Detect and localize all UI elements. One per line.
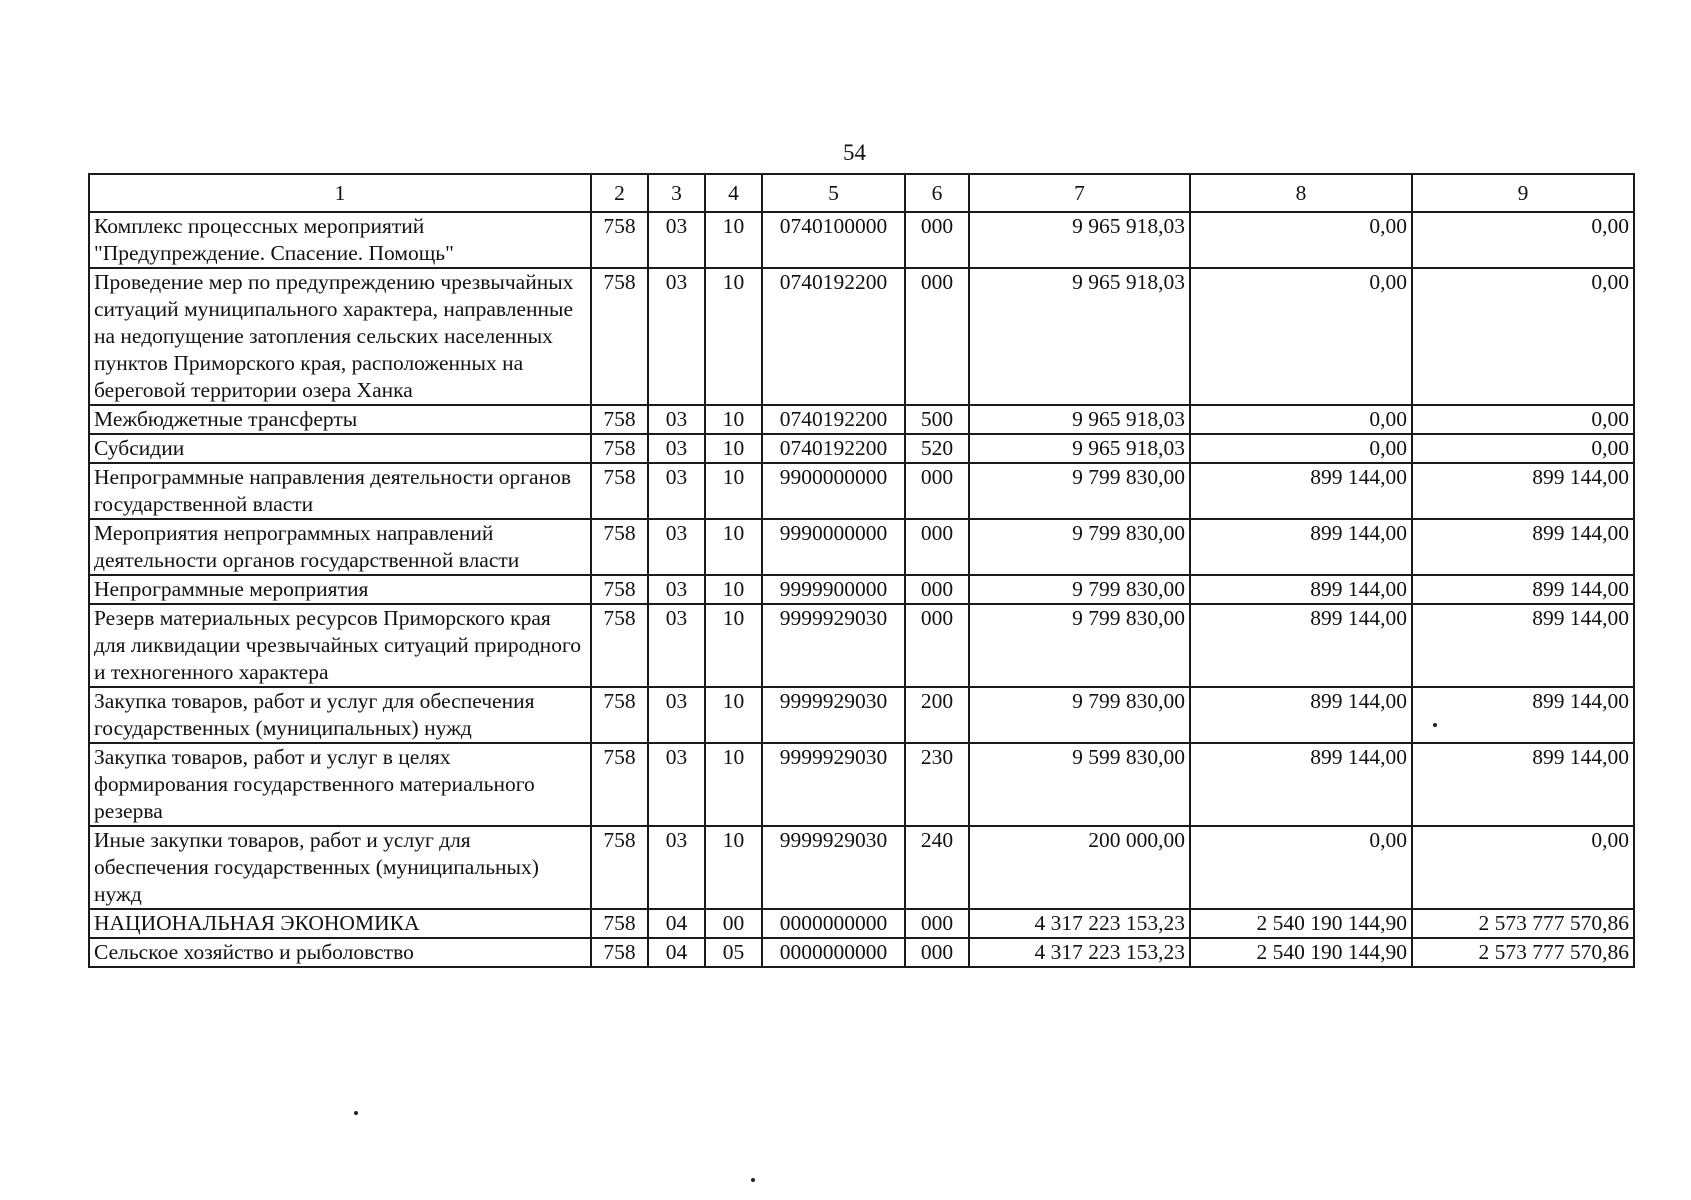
amount-col-7: 9 965 918,03 [969, 212, 1190, 268]
amount-col-8: 899 144,00 [1190, 743, 1412, 826]
code-col-5: 0740192200 [762, 268, 905, 405]
code-col-2: 758 [591, 687, 648, 743]
amount-col-9: 899 144,00 [1412, 575, 1634, 604]
amount-col-7: 9 965 918,03 [969, 268, 1190, 405]
code-col-4: 10 [705, 434, 762, 463]
code-col-6: 000 [905, 519, 969, 575]
table-row [89, 463, 1634, 519]
code-col-2: 758 [591, 268, 648, 405]
amount-col-8: 0,00 [1190, 405, 1412, 434]
table-row [89, 743, 1634, 826]
page-number: 54 [843, 140, 866, 165]
header-row [89, 174, 1634, 212]
header-col-6: 6 [905, 174, 969, 212]
amount-col-9: 899 144,00 [1412, 519, 1634, 575]
amount-col-8: 0,00 [1190, 268, 1412, 405]
amount-col-9: 0,00 [1412, 826, 1634, 909]
amount-col-8: 899 144,00 [1190, 519, 1412, 575]
code-col-3: 03 [648, 575, 705, 604]
amount-col-7: 9 799 830,00 [969, 575, 1190, 604]
row-name: Мероприятия непрограммных направлений деятельности органов государственной власти [89, 519, 591, 575]
code-col-5: 9900000000 [762, 463, 905, 519]
row-name: Непрограммные мероприятия [89, 575, 591, 604]
code-col-3: 03 [648, 212, 705, 268]
amount-col-7: 4 317 223 153,23 [969, 938, 1190, 967]
code-col-4: 10 [705, 212, 762, 268]
code-col-5: 9990000000 [762, 519, 905, 575]
amount-col-9: 899 144,00 [1412, 604, 1634, 687]
header-col-7: 7 [969, 174, 1190, 212]
code-col-3: 03 [648, 519, 705, 575]
amount-col-7: 9 799 830,00 [969, 463, 1190, 519]
header-col-2: 2 [591, 174, 648, 212]
row-name: Резерв материальных ресурсов Приморского края для ликвидации чрезвычайных ситуаций природного и техногенного характера [89, 604, 591, 687]
row-name: Иные закупки товаров, работ и услуг для обеспечения государственных (муниципальных) нужд [89, 826, 591, 909]
code-col-3: 03 [648, 687, 705, 743]
code-col-4: 10 [705, 268, 762, 405]
header-col-5: 5 [762, 174, 905, 212]
code-col-6: 230 [905, 743, 969, 826]
code-col-5: 9999900000 [762, 575, 905, 604]
amount-col-9: 0,00 [1412, 405, 1634, 434]
code-col-2: 758 [591, 519, 648, 575]
code-col-6: 000 [905, 909, 969, 938]
code-col-5: 0740100000 [762, 212, 905, 268]
amount-col-9: 899 144,00 [1412, 743, 1634, 826]
code-col-3: 04 [648, 909, 705, 938]
table-row [89, 826, 1634, 909]
code-col-4: 10 [705, 519, 762, 575]
header-col-8: 8 [1190, 174, 1412, 212]
code-col-4: 10 [705, 826, 762, 909]
code-col-5: 9999929030 [762, 604, 905, 687]
code-col-3: 04 [648, 938, 705, 967]
amount-col-7: 9 965 918,03 [969, 434, 1190, 463]
code-col-6: 240 [905, 826, 969, 909]
amount-col-9: 0,00 [1412, 212, 1634, 268]
code-col-6: 200 [905, 687, 969, 743]
amount-col-8: 0,00 [1190, 212, 1412, 268]
header-col-3: 3 [648, 174, 705, 212]
code-col-6: 000 [905, 463, 969, 519]
amount-col-8: 899 144,00 [1190, 575, 1412, 604]
amount-col-7: 200 000,00 [969, 826, 1190, 909]
code-col-3: 03 [648, 743, 705, 826]
code-col-4: 10 [705, 575, 762, 604]
row-name: НАЦИОНАЛЬНАЯ ЭКОНОМИКА [89, 909, 591, 938]
amount-col-9: 2 573 777 570,86 [1412, 909, 1634, 938]
code-col-2: 758 [591, 463, 648, 519]
table-row [89, 909, 1634, 938]
code-col-4: 10 [705, 463, 762, 519]
table-row [89, 687, 1634, 743]
code-col-4: 10 [705, 743, 762, 826]
code-col-3: 03 [648, 434, 705, 463]
amount-col-7: 9 965 918,03 [969, 405, 1190, 434]
table-row [89, 604, 1634, 687]
code-col-5: 0740192200 [762, 434, 905, 463]
code-col-2: 758 [591, 909, 648, 938]
amount-col-8: 0,00 [1190, 434, 1412, 463]
code-col-2: 758 [591, 212, 648, 268]
amount-col-8: 899 144,00 [1190, 687, 1412, 743]
code-col-6: 000 [905, 575, 969, 604]
amount-col-8: 2 540 190 144,90 [1190, 909, 1412, 938]
code-col-5: 9999929030 [762, 826, 905, 909]
code-col-6: 000 [905, 212, 969, 268]
header-col-9: 9 [1412, 174, 1634, 212]
code-col-2: 758 [591, 434, 648, 463]
code-col-2: 758 [591, 743, 648, 826]
amount-col-9: 899 144,00 [1412, 463, 1634, 519]
row-name: Закупка товаров, работ и услуг в целях формирования государственного материального резерва [89, 743, 591, 826]
code-col-6: 520 [905, 434, 969, 463]
amount-col-7: 4 317 223 153,23 [969, 909, 1190, 938]
code-col-3: 03 [648, 405, 705, 434]
table-row [89, 575, 1634, 604]
amount-col-8: 899 144,00 [1190, 604, 1412, 687]
code-col-3: 03 [648, 463, 705, 519]
amount-col-7: 9 599 830,00 [969, 743, 1190, 826]
scan-speck [751, 1178, 755, 1182]
header-col-1: 1 [89, 174, 591, 212]
code-col-6: 000 [905, 938, 969, 967]
amount-col-8: 899 144,00 [1190, 463, 1412, 519]
header-col-4: 4 [705, 174, 762, 212]
code-col-2: 758 [591, 826, 648, 909]
row-name: Непрограммные направления деятельности органов государственной власти [89, 463, 591, 519]
code-col-4: 05 [705, 938, 762, 967]
row-name: Субсидии [89, 434, 591, 463]
row-name: Проведение мер по предупреждению чрезвычайных ситуаций муниципального характера, направленные на недопущение затопления сельских населенных пунктов Приморского края, расположенных на береговой территории озера Ханка [89, 268, 591, 405]
scan-speck [354, 1111, 358, 1115]
code-col-2: 758 [591, 575, 648, 604]
code-col-4: 10 [705, 604, 762, 687]
amount-col-8: 0,00 [1190, 826, 1412, 909]
code-col-4: 10 [705, 405, 762, 434]
table-row [89, 268, 1634, 405]
table-row [89, 519, 1634, 575]
code-col-2: 758 [591, 938, 648, 967]
row-name: Комплекс процессных мероприятий "Предупреждение. Спасение. Помощь" [89, 212, 591, 268]
scan-speck [1433, 723, 1437, 727]
code-col-5: 9999929030 [762, 687, 905, 743]
code-col-3: 03 [648, 826, 705, 909]
code-col-5: 9999929030 [762, 743, 905, 826]
code-col-2: 758 [591, 604, 648, 687]
code-col-6: 000 [905, 268, 969, 405]
code-col-2: 758 [591, 405, 648, 434]
code-col-4: 00 [705, 909, 762, 938]
amount-col-7: 9 799 830,00 [969, 519, 1190, 575]
amount-col-9: 2 573 777 570,86 [1412, 938, 1634, 967]
code-col-5: 0000000000 [762, 909, 905, 938]
table-row [89, 405, 1634, 434]
amount-col-9: 899 144,00 [1412, 687, 1634, 743]
code-col-6: 000 [905, 604, 969, 687]
code-col-5: 0000000000 [762, 938, 905, 967]
amount-col-9: 0,00 [1412, 434, 1634, 463]
amount-col-9: 0,00 [1412, 268, 1634, 405]
row-name: Межбюджетные трансферты [89, 405, 591, 434]
table-row [89, 434, 1634, 463]
code-col-4: 10 [705, 687, 762, 743]
code-col-3: 03 [648, 268, 705, 405]
table-row [89, 938, 1634, 967]
amount-col-7: 9 799 830,00 [969, 687, 1190, 743]
code-col-3: 03 [648, 604, 705, 687]
amount-col-8: 2 540 190 144,90 [1190, 938, 1412, 967]
row-name: Закупка товаров, работ и услуг для обеспечения государственных (муниципальных) нужд [89, 687, 591, 743]
budget-table [88, 173, 1635, 968]
code-col-6: 500 [905, 405, 969, 434]
row-name: Сельское хозяйство и рыболовство [89, 938, 591, 967]
amount-col-7: 9 799 830,00 [969, 604, 1190, 687]
table-row [89, 212, 1634, 268]
code-col-5: 0740192200 [762, 405, 905, 434]
